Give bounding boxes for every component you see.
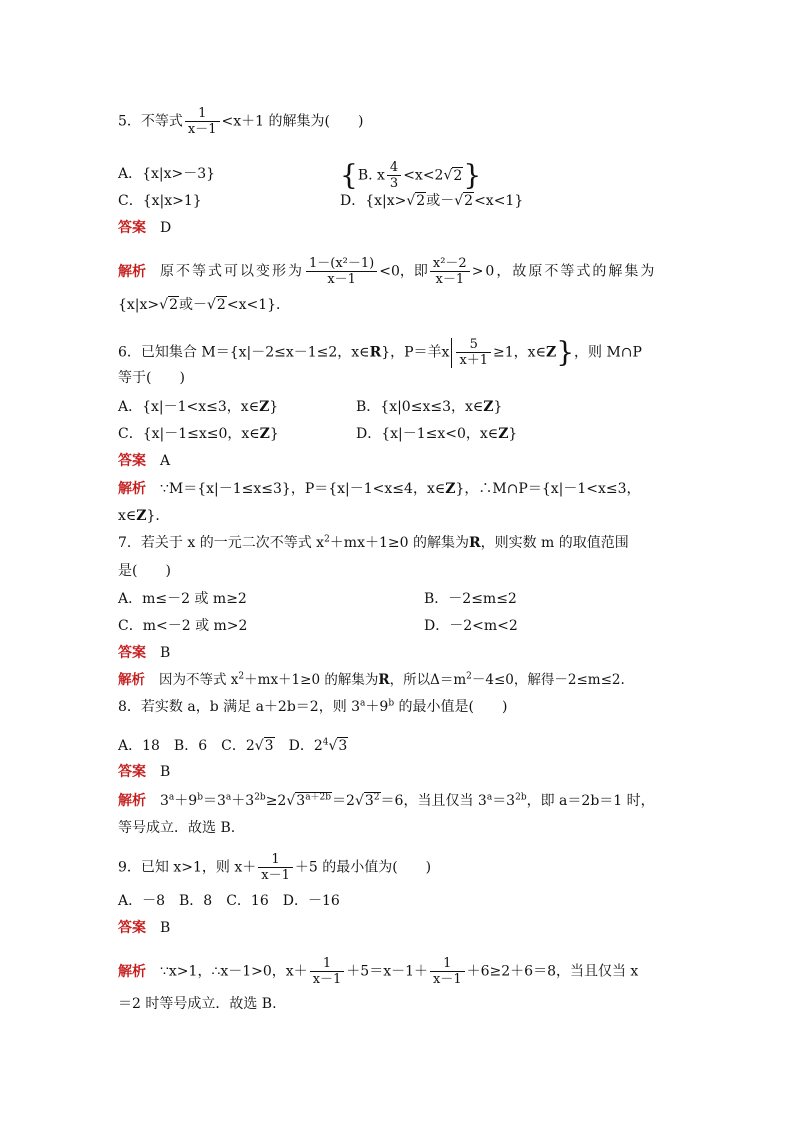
q8-an-h: ＝3 [492, 793, 516, 809]
q9-analysis-fraction-2 [430, 956, 465, 987]
q8-an-e: ≥2 [265, 793, 287, 809]
q8-options [118, 737, 348, 755]
q6-option-b-close: } [493, 399, 503, 415]
sqrt-icon: √ [454, 193, 464, 209]
q9-analysis-line-2: ＝2 时等号成立．故选 B. [118, 996, 277, 1012]
q6-stem-post: ，则 M∩P [574, 344, 642, 361]
q7-stem-mid: ＋mx＋1≥0 的解集为 [329, 535, 469, 551]
q5-fraction-num: 1 [185, 106, 220, 122]
integer-set-symbol: Z [259, 426, 270, 442]
answer-label: 答案 [118, 453, 146, 469]
integer-set-symbol: Z [445, 481, 456, 497]
sqrt-icon: √ [207, 297, 216, 313]
q5-stem [118, 106, 363, 137]
q5-analysis-fraction-1 [306, 256, 377, 287]
q8-an-c-exp: a [225, 792, 232, 803]
q8-an-radical-1 [295, 792, 332, 809]
q5-analysis-text-2: <0，即 [379, 263, 428, 280]
q6-stem-line-1 [118, 337, 642, 368]
answer-label: 答案 [118, 764, 146, 780]
sqrt-icon: √ [159, 297, 169, 313]
q7-analysis-exponent-2: 2 [466, 671, 472, 682]
q5-option-b-radicand: 2 [453, 167, 463, 184]
q8-analysis-line-1 [118, 792, 655, 810]
q6-option-b-text: B．{x|0≤x≤3，x∈ [356, 399, 484, 415]
q8-an-b: ＋9 [174, 793, 198, 809]
q9-fraction-den: x－1 [261, 868, 290, 883]
analysis-label: 解析 [118, 481, 146, 497]
sqrt-icon: √ [354, 793, 364, 809]
q5-fraction [185, 106, 220, 137]
q6-option-c-close: } [269, 426, 279, 442]
q5-option-d-mid: 或－ [426, 193, 455, 209]
q8-options-text: A．18 B．6 C．2 [118, 738, 255, 754]
q8-option-c-radicand: 3 [264, 738, 274, 754]
q7-stem-exponent: 2 [324, 534, 330, 545]
q6-option-c [118, 425, 279, 443]
q5-option-d-pre: D．{x|x> [340, 193, 407, 209]
q6-option-a-text: A．{x|－1<x≤3，x∈ [118, 399, 260, 415]
q7-analysis-exponent-1: 2 [238, 671, 245, 682]
q9-analysis-line-1 [118, 956, 638, 987]
q7-stem-line-1 [118, 534, 629, 552]
q5-option-b [340, 160, 481, 191]
q9-options: A．－8 B．8 C．16 D．－16 [118, 893, 340, 909]
q6-option-d-close: } [508, 426, 518, 442]
q5-analysis-fraction-2 [430, 256, 470, 287]
q8-an-radicand-2-exp: 2 [373, 792, 380, 803]
q5-analysis-radicand-1: 2 [169, 297, 178, 313]
integer-set-symbol: Z [483, 399, 494, 415]
q6-option-d [356, 425, 517, 443]
q9-fraction [258, 852, 293, 883]
q8-an-radical-2 [364, 792, 381, 809]
q5-option-b-pre: B. x [357, 167, 385, 184]
q5-analysis-text-3: >0，故原不等式的解集为 [471, 263, 657, 280]
integer-set-symbol: Z [136, 508, 147, 524]
answer-label: 答案 [118, 920, 146, 936]
q5-analysis-fraction-1-den: x－1 [327, 272, 356, 287]
q8-stem-exponent-a: a [360, 698, 366, 709]
q6-fraction-den: x＋1 [459, 353, 489, 368]
q9-analysis-fraction-2-den: x－1 [433, 972, 462, 987]
q8-option-d-text: D．2 [274, 738, 323, 754]
q6-option-b [356, 398, 502, 416]
q6-option-d-text: D．{x|－1≤x<0，x∈ [356, 426, 499, 442]
sqrt-icon: √ [254, 738, 264, 754]
q6-stem-line-2: 等于( ) [118, 370, 185, 386]
answer-label: 答案 [118, 645, 146, 661]
q8-option-d-root-index: 4 [322, 737, 329, 748]
q7-option-c: C．m<－2 或 m>2 [118, 618, 248, 634]
q8-stem-text: 8．若实数 a，b 满足 a＋2b＝2，则 3 [118, 699, 361, 715]
q9-stem-post: ＋5 的最小值为( ) [294, 859, 432, 876]
q7-analysis-text-2: ＋mx＋1≥0 的解集为 [244, 672, 379, 688]
sqrt-icon: √ [443, 167, 453, 184]
q5-analysis-line-2 [118, 296, 290, 314]
q6-stem-text: 6．已知集合 M＝{x|－2≤x－1≤2，x∈ [118, 344, 370, 361]
q8-an-a-exp: a [168, 792, 175, 803]
q7-answer-value: B [160, 645, 171, 661]
q6-analysis-line-2 [118, 507, 169, 525]
q7-stem-text: 7．若关于 x 的一元二次不等式 x [118, 535, 325, 551]
q7-analysis-text-1: 因为不等式 x [159, 672, 239, 688]
q7-stem-post: ，则实数 m 的取值范围 [480, 535, 629, 551]
q7-real-set-symbol: R [468, 535, 481, 551]
q5-stem-text-post: <x＋1 的解集为( ) [221, 113, 364, 130]
analysis-label: 解析 [118, 963, 146, 980]
q9-analysis-fraction-1-den: x－1 [312, 972, 342, 987]
q5-option-a: A．{x|x>－3} [118, 166, 216, 182]
q6-analysis-line-1 [118, 480, 641, 498]
q7-analysis-text-4: －4≤0，解得－2≤m≤2. [471, 672, 625, 688]
q9-analysis-text-1: ∵x>1，∴x－1>0，x＋ [160, 963, 308, 980]
analysis-label: 解析 [118, 793, 146, 809]
q9-analysis-fraction-1-num: 1 [310, 956, 345, 972]
q5-option-b-fraction-den: 3 [389, 176, 399, 191]
q8-an-g-exp: a [486, 792, 493, 803]
q5-analysis-text-5: 或－ [179, 297, 207, 313]
brace-close-icon: } [556, 335, 575, 369]
q8-analysis-line-2: 等号成立．故选 B. [118, 820, 236, 836]
integer-set-symbol: Z [259, 399, 270, 415]
q5-analysis-text-4: {x|x> [118, 297, 160, 313]
q6-analysis-text-2: }，∴M∩P＝{x|－1<x≤3， [455, 481, 641, 497]
q8-an-d-exp: 2b [254, 792, 266, 803]
q7-option-b: B．－2≤m≤2 [424, 591, 517, 607]
q5-answer-value: D [160, 220, 172, 236]
q5-fraction-den: x－1 [187, 122, 217, 137]
integer-set-symbol: Z [498, 426, 509, 442]
analysis-label: 解析 [118, 263, 146, 280]
answer-label: 答案 [118, 220, 146, 236]
analysis-label: 解析 [118, 672, 145, 688]
q8-an-c: ＝3 [202, 793, 226, 809]
q8-stem-exponent-b: b [388, 698, 395, 709]
q5-stem-text: 5．不等式 [118, 113, 183, 130]
sqrt-icon: √ [328, 738, 338, 754]
q6-stem-mid: }，P＝ [381, 344, 428, 361]
q9-fraction-num: 1 [258, 852, 293, 868]
q6-set-bar [451, 338, 452, 368]
q5-option-d-post: <x<1} [474, 193, 524, 209]
q8-an-f: ＝2 [332, 793, 355, 809]
q9-answer-value: B [160, 920, 171, 936]
q7-answer [118, 644, 170, 662]
q5-option-b-mid: <x<2 [403, 167, 444, 184]
q9-analysis-fraction-2-num: 1 [430, 956, 465, 972]
q8-an-radicand-1: 3 [296, 793, 306, 809]
q7-stem-line-2: 是( ) [118, 563, 171, 579]
q5-analysis-fraction-2-num: x²－2 [430, 256, 470, 272]
q6-answer-value: A [160, 453, 171, 469]
q5-option-b-brace-close-icon: } [463, 158, 482, 192]
q8-an-i: ，即 a＝2b＝1 时， [526, 793, 655, 809]
q8-an-radicand-2: 3 [364, 793, 374, 809]
q6-option-a-close: } [269, 399, 279, 415]
q8-answer [118, 763, 170, 781]
q6-fraction [456, 337, 491, 368]
q6-integer-set-symbol: Z [545, 344, 557, 361]
q6-analysis-text-1: ∵M＝{x|－1≤x≤3}，P＝{x|－1<x≤4，x∈ [160, 481, 446, 497]
q7-option-d: D．－2<m<2 [424, 618, 518, 634]
q6-analysis-text-4: }． [146, 508, 170, 524]
q5-analysis-line-1 [118, 256, 656, 287]
q8-stem [118, 698, 507, 716]
q9-analysis-fraction-1 [310, 956, 345, 987]
q5-option-d [340, 192, 523, 210]
q6-analysis-text-3: x∈ [118, 508, 137, 524]
q5-option-d-radicand-2: 2 [464, 193, 474, 209]
q6-real-set-symbol: R [369, 344, 382, 361]
q8-an-g: ＝6，当且仅当 3 [380, 793, 487, 809]
q6-fraction-num: 5 [456, 337, 491, 353]
q8-option-d-radicand: 3 [338, 738, 348, 754]
q5-analysis-radicand-2: 2 [216, 297, 226, 313]
q6-option-a [118, 398, 278, 416]
q6-set-x: 羊x [427, 344, 450, 361]
sqrt-icon: √ [406, 193, 416, 209]
q6-answer [118, 452, 170, 470]
q8-answer-value: B [160, 764, 171, 780]
q7-analysis-text-3: ，所以Δ＝m [389, 672, 467, 688]
q5-option-c: C．{x|x>1} [118, 193, 202, 209]
sqrt-icon: √ [286, 793, 296, 809]
q5-answer [118, 219, 171, 237]
q5-option-b-fraction-num: 4 [387, 160, 401, 176]
q9-stem-text: 9．已知 x>1，则 x＋ [118, 859, 257, 876]
q8-stem-post: 的最小值是( ) [394, 699, 508, 715]
q6-option-c-text: C．{x|－1≤x≤0，x∈ [118, 426, 260, 442]
q8-an-radicand-1-exp: a＋2b [305, 792, 332, 803]
q5-option-b-fraction [387, 160, 401, 191]
q7-analysis [118, 671, 625, 689]
q8-an-b-exp: b [197, 792, 203, 803]
real-set-symbol: R [378, 672, 390, 688]
q9-analysis-text-2: ＋5＝x－1＋ [346, 963, 429, 980]
q8-an-d: ＋3 [231, 793, 255, 809]
q5-analysis-text-6: <x<1}． [226, 297, 291, 313]
q9-stem [118, 852, 431, 883]
q7-option-a: A．m≤－2 或 m≥2 [118, 591, 247, 607]
q5-option-b-brace-open-icon: { [340, 158, 358, 192]
q8-an-h-exp: 2b [515, 792, 527, 803]
q8-an-a: 3 [160, 793, 169, 809]
q8-stem-mid: ＋9 [365, 699, 389, 715]
q5-analysis-fraction-2-den: x－1 [435, 272, 465, 287]
q5-analysis-fraction-1-num: 1－(x²－1) [306, 256, 377, 272]
q9-answer [118, 919, 170, 937]
q5-analysis-text-1: 原不等式可以变形为 [160, 263, 304, 280]
q5-option-d-radicand-1: 2 [416, 193, 426, 209]
q9-analysis-text-3: ＋6≥2＋6＝8，当且仅当 x [466, 963, 639, 980]
q6-stem-ge: ≥1，x∈ [493, 344, 546, 361]
